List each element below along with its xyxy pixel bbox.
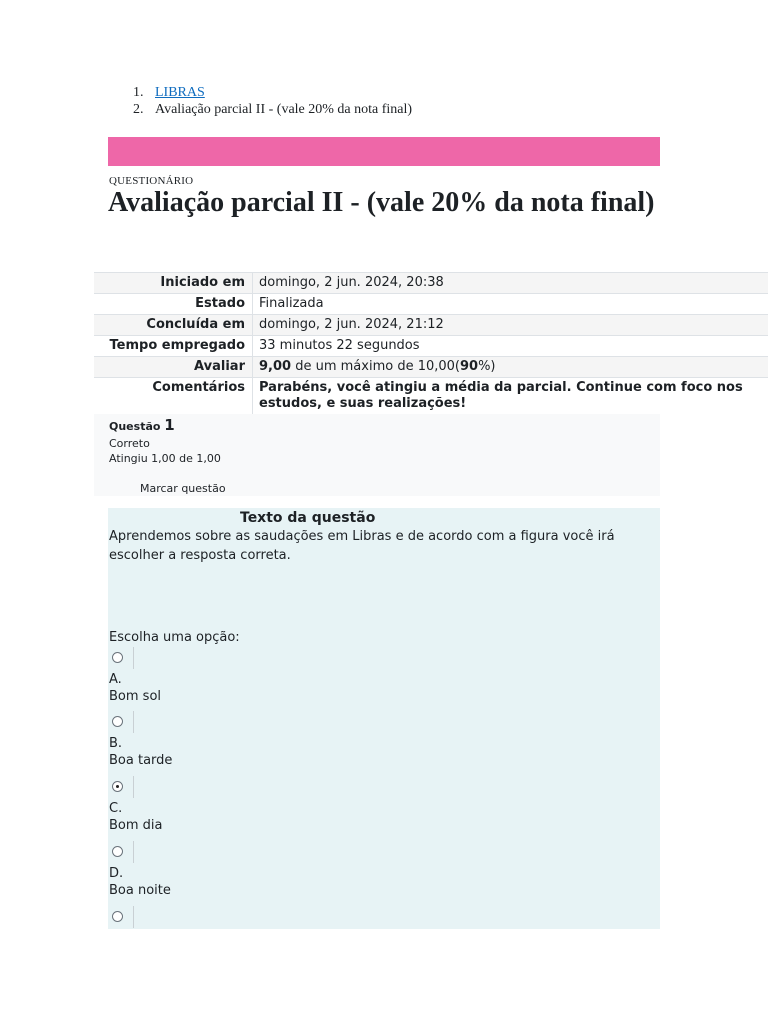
radio-button[interactable] (109, 906, 134, 928)
feedback-comment-text: Parabéns, você atingiu a média da parcial. Continue com foco nos estudos, e suas realizações! (259, 380, 743, 411)
radio-button[interactable] (109, 711, 134, 733)
grade-percent: 90 (459, 359, 479, 374)
radio-button-selected[interactable] (109, 776, 134, 798)
page-title: Avaliação parcial II - (vale 20% da nota final) (108, 187, 655, 218)
question-number (109, 416, 175, 434)
summary-row-time-taken (94, 336, 768, 357)
radio-button[interactable] (109, 841, 134, 863)
summary-label: Estado (195, 296, 245, 311)
question-state-text: Correto (109, 437, 150, 450)
breadcrumb-current: Avaliação parcial II - (vale 20% da nota final) (155, 102, 413, 117)
summary-value: domingo, 2 jun. 2024, 21:12 (253, 315, 768, 336)
answer-option-d[interactable] (109, 841, 309, 899)
summary-row-started (94, 273, 768, 294)
option-label: Bom dia (109, 818, 163, 833)
answer-option-e[interactable] (109, 906, 309, 930)
summary-row-state (94, 294, 768, 315)
question-text-heading: Texto da questão (240, 510, 376, 526)
summary-row-completed (94, 315, 768, 336)
feedback-comment (253, 378, 768, 417)
grade-score: 9,00 (259, 359, 292, 374)
option-letter: C. (109, 801, 123, 816)
breadcrumb (133, 84, 412, 118)
quiz-summary-table (94, 272, 768, 416)
summary-label: Tempo empregado (109, 338, 245, 353)
grade-max-text: de um máximo de 10,00( (291, 359, 460, 374)
option-label: Boa noite (109, 883, 171, 898)
summary-value: Finalizada (253, 294, 768, 315)
breadcrumb-item-course[interactable] (133, 84, 412, 101)
question-number-value: 1 (164, 416, 175, 434)
summary-label: Comentários (152, 380, 245, 395)
header-banner (108, 137, 660, 166)
question-content-panel (108, 508, 660, 929)
page-kicker: QUESTIONÁRIO (109, 175, 194, 187)
summary-row-grade (94, 357, 768, 378)
option-letter: B. (109, 736, 123, 751)
summary-label: Concluída em (146, 317, 245, 332)
summary-label: Avaliar (194, 359, 245, 374)
radio-button[interactable] (109, 647, 134, 669)
answer-prompt: Escolha uma opção: (109, 630, 240, 645)
answer-option-c[interactable] (109, 776, 309, 834)
grade-percent-suffix: %) (478, 359, 496, 374)
question-mark-text: Atingiu 1,00 de 1,00 (109, 452, 221, 465)
breadcrumb-number: 2. (133, 102, 144, 117)
flag-question-link[interactable]: Marcar questão (140, 482, 226, 495)
answer-option-a[interactable] (109, 647, 309, 705)
option-letter: D. (109, 866, 124, 881)
question-number-label: Questão (109, 420, 161, 433)
question-text: Aprendemos sobre as saudações em Libras e de acordo com a figura você irá escolher a resposta correta. (109, 529, 615, 563)
breadcrumb-link-libras[interactable]: LIBRAS (155, 85, 205, 100)
summary-label: Iniciado em (160, 275, 245, 290)
breadcrumb-item-quiz (133, 101, 412, 118)
summary-row-comments (94, 378, 768, 417)
option-letter: A. (109, 672, 122, 687)
breadcrumb-number: 1. (133, 85, 144, 100)
summary-value: domingo, 2 jun. 2024, 20:38 (253, 273, 768, 294)
answer-option-b[interactable] (109, 711, 309, 769)
grade-value (253, 357, 768, 378)
question-info-panel (94, 414, 660, 496)
option-label: Boa tarde (109, 753, 173, 768)
summary-value: 33 minutos 22 segundos (253, 336, 768, 357)
question-state (109, 436, 221, 466)
option-label: Bom sol (109, 689, 162, 704)
